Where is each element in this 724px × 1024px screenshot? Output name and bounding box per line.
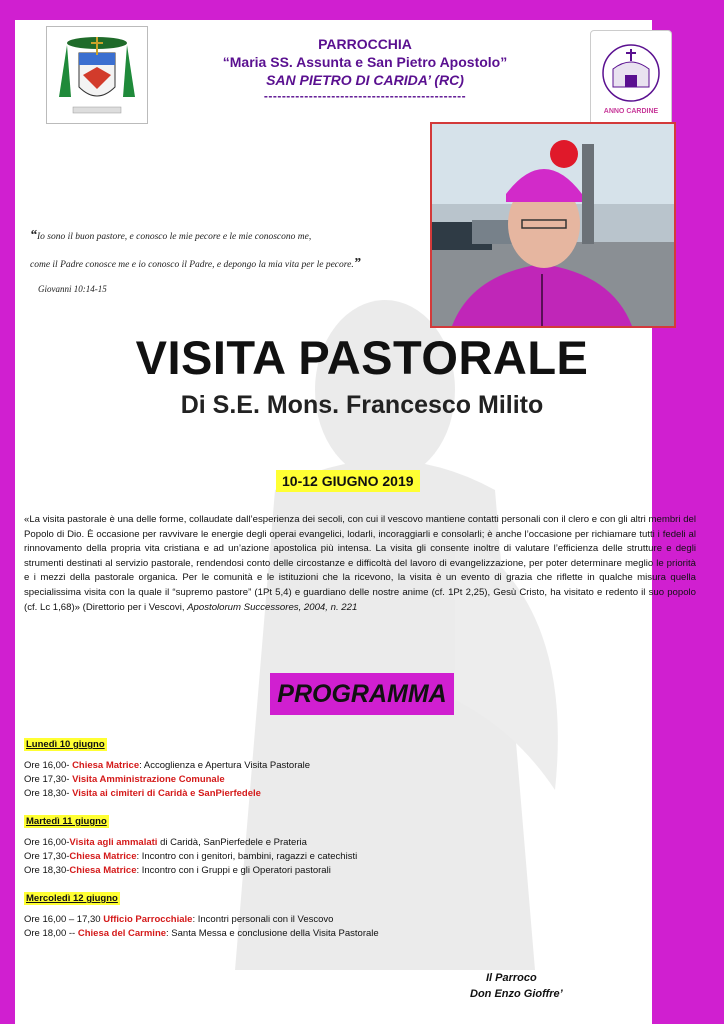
signature-name: Don Enzo Gioffre’ [470, 988, 563, 1000]
church-name: “Maria SS. Assunta e San Pietro Apostolo” [222, 54, 508, 70]
schedule-item: Ore 16,00-Visita agli ammalati di Caridà, SanPierfedele e Prateria [24, 837, 307, 848]
bishop-coat-of-arms [46, 26, 148, 124]
day-block [24, 815, 464, 878]
day-block [24, 738, 464, 801]
body-source: Apostolorum Successores, 2004, n. 221 [187, 601, 358, 613]
town-name: SAN PIETRO DI CARIDA’ (RC) [266, 72, 464, 88]
logo-text: ANNO CARDINE [603, 108, 659, 115]
signature [470, 970, 640, 1002]
anno-cardine-logo [590, 30, 672, 128]
open-quote-icon: “ [30, 228, 37, 243]
bishop-photo [430, 122, 676, 328]
day-label: Lunedì 10 giugno [26, 739, 105, 750]
schedule-item: Ore 17,30-Chiesa Matrice: Incontro con i genitori, bambini, ragazzi e catechisti [24, 851, 358, 862]
main-title: VISITA PASTORALE [135, 331, 589, 384]
schedule-item: Ore 18,30- Visita ai cimiteri di Caridà e SanPierfedele [24, 788, 261, 799]
title-block [0, 330, 724, 420]
church-logo-icon [591, 31, 671, 127]
schedule-item: Ore 16,00 – 17,30 Ufficio Parrocchiale: Incontri personali con il Vescovo [24, 914, 334, 925]
schedule-item: Ore 17,30- Visita Amministrazione Comunale [24, 774, 225, 785]
bishop-portrait-image [432, 124, 674, 326]
schedule-item: Ore 18,00 -- Chiesa del Carmine: Santa Messa e conclusione della Visita Pastorale [24, 928, 379, 939]
subtitle: Di S.E. Mons. Francesco Milito [180, 391, 544, 419]
quote-reference: Giovanni 10:14-15 [38, 284, 107, 294]
close-quote-icon: ” [353, 256, 361, 271]
crest-icon [47, 27, 147, 123]
scripture-quote [30, 228, 450, 306]
quote-line-2: come il Padre conosce me e io conosco il Padre, e depongo la mia vita per le pecore.” [30, 256, 361, 271]
parish-header [160, 36, 570, 103]
day-label: Mercoledì 12 giugno [26, 893, 118, 904]
day-label: Martedì 11 giugno [26, 816, 107, 827]
event-date: 10-12 GIUGNO 2019 [276, 470, 420, 492]
programma-heading: PROGRAMMA [270, 673, 454, 715]
quote-line-1: “Io sono il buon pastore, e conosco le mie pecore e le mie conoscono me, [30, 228, 312, 243]
schedule [24, 738, 464, 955]
signature-role: Il Parroco [486, 972, 537, 984]
body-paragraph: «La visita pastorale è una delle forme, collaudate dall’esperienza dei secoli, con cui il vescovo mantiene contatti personali con il clero e con gli altri membri del Popolo di Dio. È occasione per ravvivare le energie degli operai evangelici, lodarli, incoraggiarli e consolarli; è anche l’occasione per richiamare tutti i fedeli al rinnovamento della propria vita cristiana e ad un’azione apostolica più intensa. La visita gli consente inoltre di valutare l’efficienza delle strutture e degli strumenti destinati al servizio pastorale, rendendosi conto delle circostanze e difficoltà del lavoro di evangelizzazione, per poter determinare meglio le priorità e i mezzi della pastorale organica. Per le comunità e le istituzioni che la ricevono, la visita è un evento di grazia che riflette in qualche misura quella specialissima visita con la quale il “supremo pastore” (1Pt 5,4) e guardiano delle nostre anime (cf. 1Pt 2,25), Gesù Cristo, ha visitato e redento il suo popolo (cf. Lc 1,68)» (Direttorio per i Vescovi, Apostolorum Successores, 2004, n. 221 [24, 514, 696, 613]
schedule-item: Ore 18,30-Chiesa Matrice: Incontro con i Gruppi e gli Operatori pastorali [24, 865, 331, 876]
schedule-item: Ore 16,00- Chiesa Matrice: Accoglienza e Apertura Visita Pastorale [24, 760, 311, 771]
parish-label: PARROCCHIA [318, 36, 412, 52]
day-block [24, 892, 464, 941]
header-divider: --------------------------------------------- [263, 89, 467, 103]
